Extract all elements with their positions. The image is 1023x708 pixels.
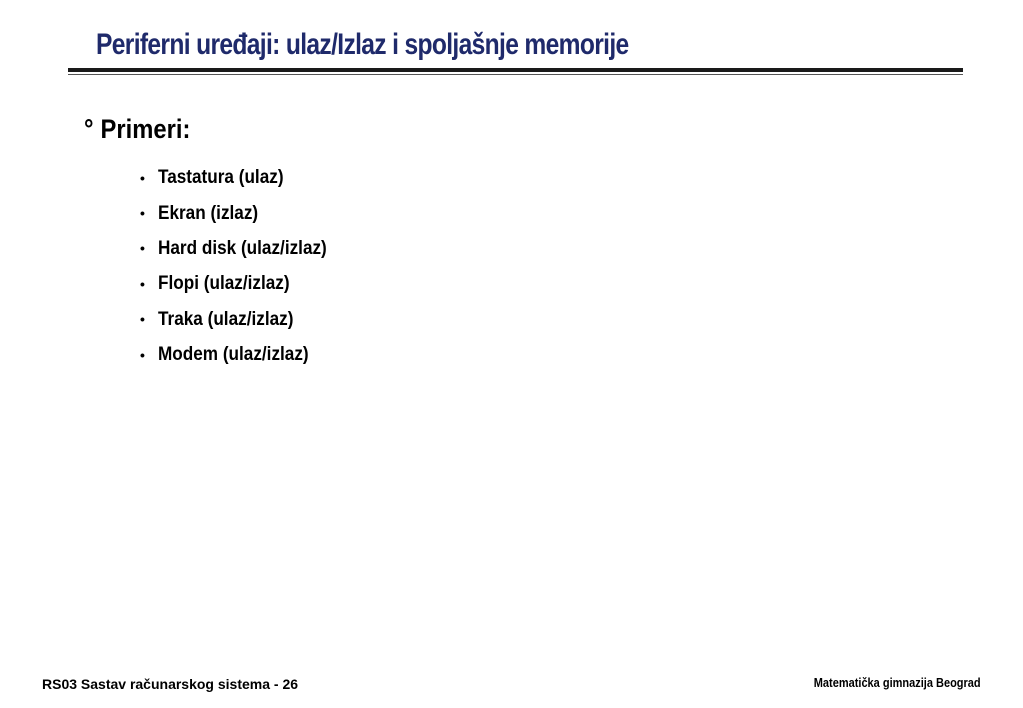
list-item	[140, 337, 350, 372]
list-item	[140, 231, 350, 266]
list-item-text: Flopi (ulaz/izlaz)	[158, 272, 290, 295]
list-item	[140, 160, 350, 195]
list-item-text: Hard disk (ulaz/izlaz)	[158, 236, 327, 259]
list-item	[140, 302, 350, 337]
bullet-icon: •	[140, 240, 145, 257]
bullet-icon: •	[140, 169, 145, 186]
degree-bullet-icon: °	[84, 114, 94, 144]
footer-institution: Matematička gimnazija Beograd	[814, 676, 981, 690]
bullet-icon: •	[140, 311, 145, 328]
example-list	[140, 160, 350, 372]
slide-title: Periferni uređaji: ulaz/Izlaz i spoljašnje memorije	[96, 28, 629, 61]
list-item-text: Traka (ulaz/izlaz)	[158, 307, 294, 330]
footer-slide-number: RS03 Sastav računarskog sistema - 26	[42, 676, 299, 692]
bullet-icon: •	[140, 205, 145, 222]
bullet-icon: •	[140, 275, 145, 292]
section-heading	[84, 114, 190, 145]
section-heading-text: Primeri:	[100, 114, 191, 144]
title-underline-thin	[68, 74, 963, 75]
list-item	[140, 195, 350, 230]
list-item-text: Tastatura (ulaz)	[158, 166, 284, 189]
title-underline-thick	[68, 68, 963, 72]
list-item-text: Modem (ulaz/izlaz)	[158, 343, 309, 366]
bullet-icon: •	[140, 346, 145, 363]
list-item-text: Ekran (izlaz)	[158, 201, 259, 224]
list-item	[140, 266, 350, 301]
